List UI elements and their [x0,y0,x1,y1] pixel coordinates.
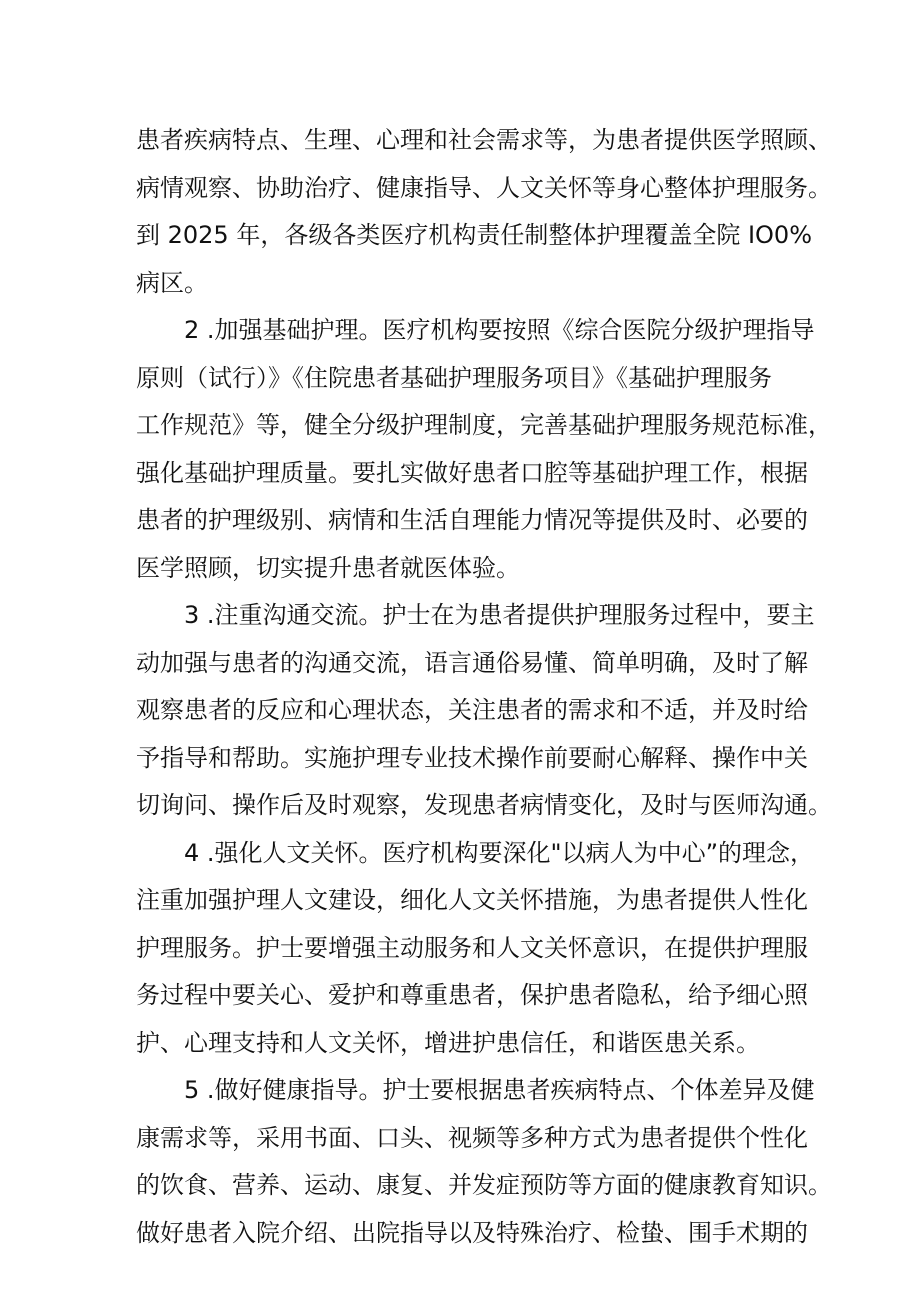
text-line: 观察患者的反应和心理状态，关注患者的需求和不适，并及时给 [136,696,808,724]
paragraph-communication [136,592,832,830]
text-line: 注重加强护理人文建设，细化人文关怀措施，为患者提供人性化 [136,886,808,914]
text-line: 5 .做好健康指导。护士要根据患者疾病特点、个体差异及健 [184,1076,815,1104]
text-line: 病区。 [136,268,208,297]
text-line: 的饮食、营养、运动、康复、并发症预防等方面的健康教育知识。 [136,1171,832,1199]
text-line: 做好患者入院介绍、出院指导以及特殊治疗、检蛰、围手术期的 [136,1218,808,1247]
text-line: 护、心理支持和人文关怀，增进护患信任，和谐医患关系。 [136,1028,760,1057]
text-line: 务过程中要关心、爱护和尊重患者，保护患者隐私，给予细心照 [136,981,808,1009]
text-line: 康需求等，采用书面、口头、视频等多种方式为患者提供个性化 [136,1123,808,1152]
text-line: 4 .强化人文关怀。医疗机构要深化"以病人为中心”的理念， [184,838,814,867]
document-body [136,117,832,1257]
paragraph-humanistic-care [136,830,814,1068]
text-line: 动加强与患者的沟通交流，语言通俗易懂、简单明确，及时了解 [136,648,808,677]
text-line: 2 .加强基础护理。医疗机构要按照《综合医院分级护理指导 [184,316,815,344]
text-line: 3 .注重沟通交流。护士在为患者提供护理服务过程中，要主 [184,601,815,629]
text-line: 患者的护理级别、病情和生活自理能力情况等提供及时、必要的 [136,506,808,534]
text-line: 到 2025 年，各级各类医疗机构责任制整体护理覆盖全院 IO0% [136,221,813,249]
text-line: 护理服务。护士要增强主动服务和人文关怀意识，在提供护理服 [136,933,808,962]
text-line: 原则（试行）》《住院患者基础护理服务项目》《基础护理服务 [136,363,772,392]
text-line: 病情观察、协助治疗、健康指导、人文关怀等身心整体护理服务。 [136,173,832,202]
text-line: 患者疾病特点、生理、心理和社会需求等，为患者提供医学照顾、 [136,126,832,154]
paragraph-health-guidance [136,1067,832,1257]
text-line: 切询问、操作后及时观察，发现患者病情变化，及时与医师沟通。 [136,791,832,819]
paragraph-continuation [136,117,832,307]
text-line: 医学照顾，切实提升患者就医体验。 [136,553,520,582]
text-line: 予指导和帮助。实施护理专业技术操作前要耐心解释、操作中关 [136,743,808,772]
text-line: 工作规范》等，健全分级护理制度，完善基础护理服务规范标准， [136,411,832,439]
text-line: 强化基础护理质量。要扎实做好患者口腔等基础护理工作，根据 [136,458,808,487]
paragraph-basic-nursing [136,307,832,592]
